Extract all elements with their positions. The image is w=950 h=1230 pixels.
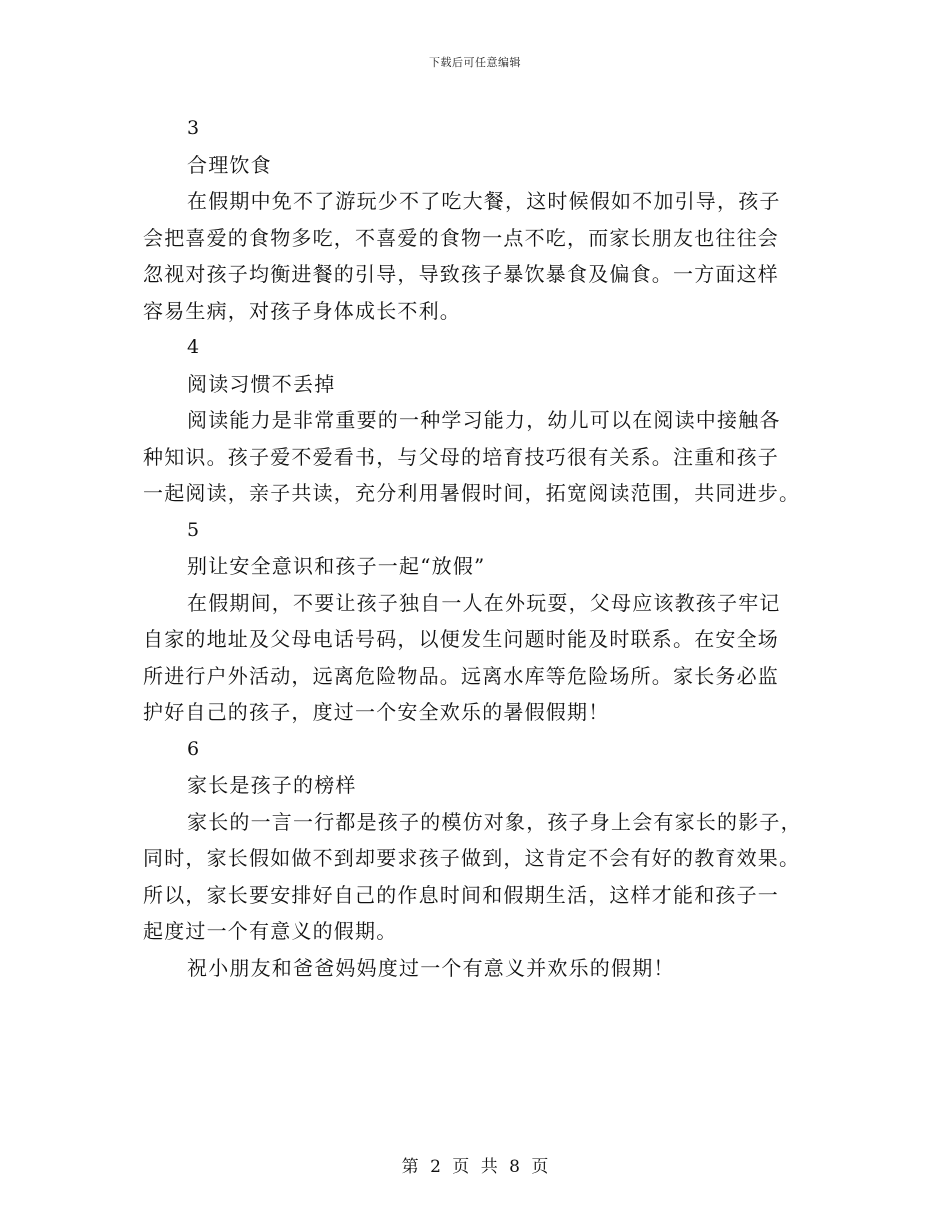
paragraph-line: 容易生病，对孩子身体成长不利。 (143, 298, 461, 323)
paragraph-line: 忽视对孩子均衡进餐的引导，导致孩子暴饮暴食及偏食。一方面这样 (143, 262, 779, 286)
section-6 (143, 731, 808, 950)
paragraph-line: 种知识。孩子爱不爱看书，与父母的培育技巧很有关系。注重和孩子 (143, 444, 779, 469)
section-4 (143, 329, 808, 512)
paragraph-line: 护好自己的孩子，度过一个安全欢乐的暑假假期！ (143, 700, 610, 724)
paragraph-line: 在假期中免不了游玩少不了吃大餐，这时候假如不加引导，孩子 (187, 189, 781, 213)
paragraph-line: 所以，家长要安排好自己的作息时间和假期生活，这样才能和孩子一 (143, 882, 779, 907)
section-5 (143, 512, 808, 731)
paragraph-line: 家长的一言一行都是孩子的模仿对象，孩子身上会有家长的影子， (187, 809, 802, 834)
section-3 (143, 110, 808, 329)
closing-line: 祝小朋友和爸爸妈妈度过一个有意义并欢乐的假期！ (187, 955, 675, 980)
paragraph-line: 自家的地址及父母电话号码，以便发生问题时能及时联系。在安全场 (143, 627, 779, 651)
section-title: 家长是孩子的榜样 (187, 773, 357, 797)
document-body (143, 110, 808, 986)
section-number: 6 (187, 737, 201, 760)
paragraph-line: 所进行户外活动，远离危险物品。远离水库等危险场所。家长务必监 (143, 663, 779, 688)
section-number: 4 (187, 336, 201, 358)
paragraph-line: 阅读能力是非常重要的一种学习能力，幼儿可以在阅读中接触各 (187, 408, 781, 432)
paragraph-line: 同时，家长假如做不到却要求孩子做到，这肯定不会有好的教育效果。 (143, 846, 801, 870)
section-number: 3 (187, 117, 201, 139)
paragraph-line: 会把喜爱的食物多吃，不喜爱的食物一点不吃，而家长朋友也往往会 (143, 225, 779, 250)
section-title: 阅读习惯不丢掉 (187, 371, 336, 396)
section-title: 别让安全意识和孩子一起“放假” (187, 554, 486, 578)
page-footer: 第 2 页 共 8 页 (401, 1157, 549, 1177)
paragraph-line: 起度过一个有意义的假期。 (143, 919, 398, 943)
section-number: 5 (187, 518, 201, 541)
paragraph-line: 在假期间，不要让孩子独自一人在外玩耍，父母应该教孩子牢记 (187, 590, 781, 615)
section-title: 合理饮食 (187, 152, 272, 177)
paragraph-line: 一起阅读，亲子共读，充分利用暑假时间，拓宽阅读范围，共同进步。 (143, 481, 801, 505)
page-header: 下载后可任意编辑 (429, 56, 521, 69)
